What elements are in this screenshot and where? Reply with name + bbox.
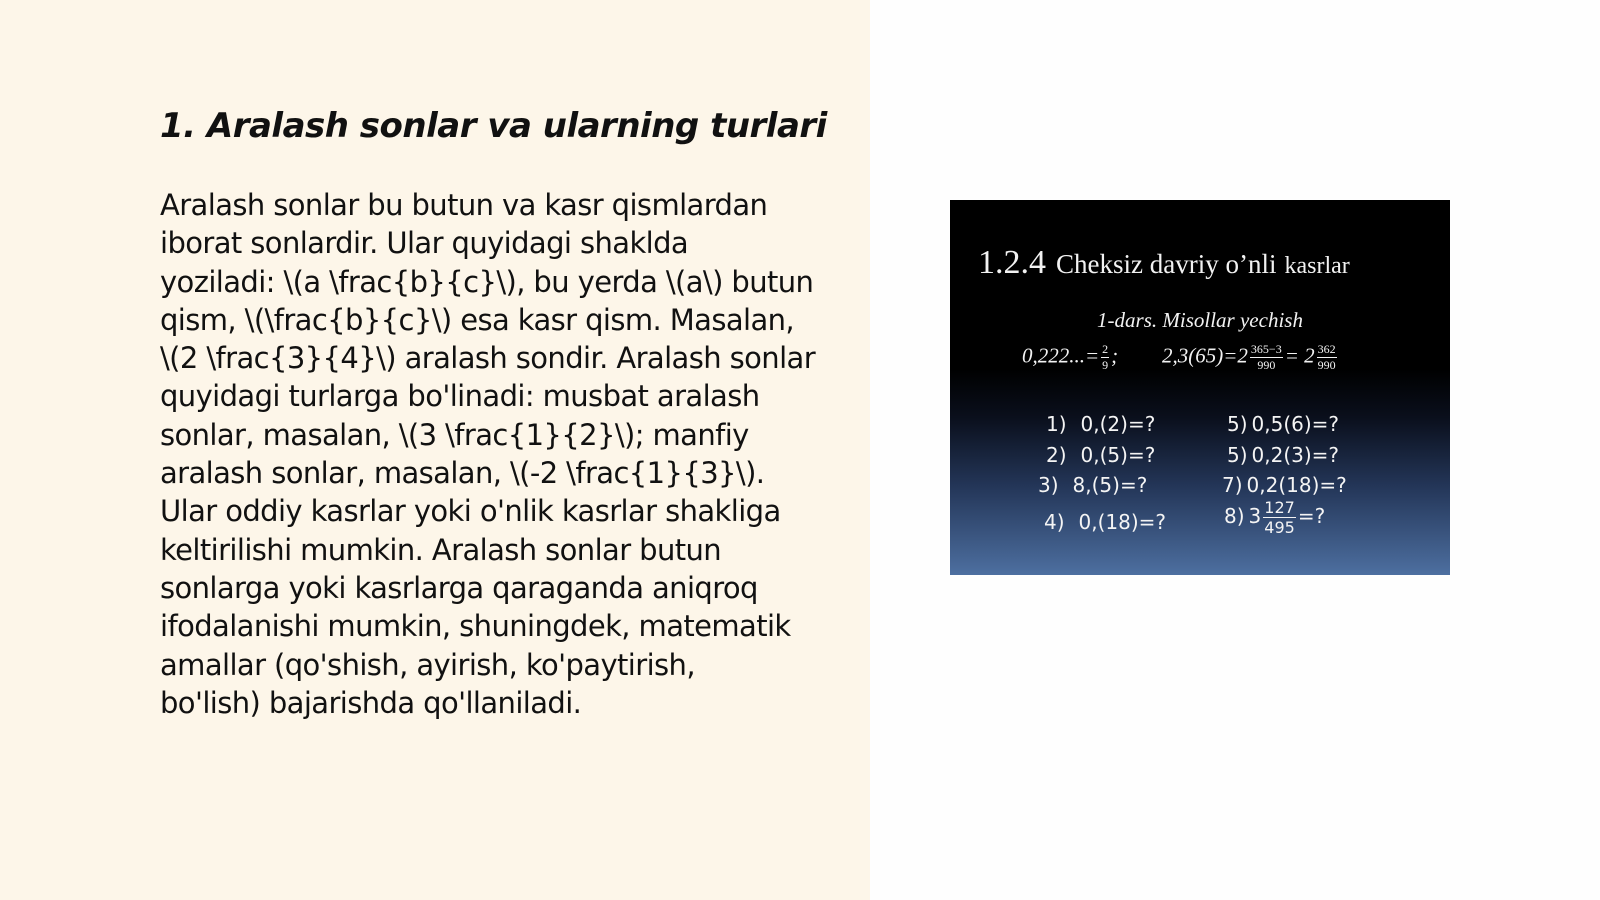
exercise-expression: 0,2(18)=? [1246,473,1347,497]
body-line: bo'lish) bajarishda qo'llaniladi. [160,685,582,720]
exercise-item [1224,498,1325,537]
image-heading [978,244,1350,282]
example-2-fraction-1 [1250,342,1283,373]
body-line: amallar (qo'shish, ayirish, ko'paytirish, [160,647,695,682]
fraction-numerator: 365−3 [1250,342,1282,356]
body-line: qism, \(\frac{b}{c}\) esa kasr qism. Masalan, [160,302,795,337]
image-heading-number: 1.2.4 [978,244,1046,281]
fraction-denominator: 495 [1264,518,1295,537]
image-heading-text: Cheksiz davriy o’nli [1056,249,1277,279]
exercise-number: 3) [1038,473,1059,497]
exercise-expression: 0,(18)=? [1078,510,1167,534]
body-line: sonlar, masalan, \(3 \frac{1}{2}\); manfiy [160,417,749,452]
exercise-number: 5) [1227,443,1248,467]
exercise-expression: 0,(5)=? [1080,443,1156,467]
body-line: Aralash sonlar bu butun va kasr qismlardan [160,188,768,222]
exercise-item [1038,473,1147,497]
body-line: aralash sonlar, masalan, \(-2 \frac{1}{3}\). [160,456,765,491]
body-line: \(2 \frac{3}{4}\) aralash sondir. Aralash sonlar [160,341,816,376]
body-line: ifodalanishi mumkin, shuningdek, matematik [160,609,791,644]
body-line: keltirilishi mumkin. Aralash sonlar butun [160,532,722,567]
exercise-number: 5) [1227,412,1248,436]
image-subtitle: 1-dars. Misollar yechish [1097,308,1303,332]
exercise-item [1044,510,1166,534]
fraction-numerator: 2 [1102,342,1109,356]
example-1-fraction [1101,342,1109,373]
fraction-numerator: 127 [1264,498,1295,517]
exercise-number: 2) [1046,443,1067,467]
body-line: sonlarga yoki kasrlarga qaraganda aniqroq [160,570,758,605]
exercise-expression: 0,5(6)=? [1251,412,1340,436]
fraction-denominator: 990 [1257,358,1276,372]
fraction-denominator: 990 [1317,358,1336,372]
exercise-end: =? [1297,504,1326,528]
body-line: yoziladi: \(a \frac{b}{c}\), bu yerda \(a\) butun [160,264,814,299]
example-2-mid: = 2 [1284,343,1315,368]
example-1-end: ; [1111,343,1119,368]
exercise-expression: 0,2(3)=? [1251,443,1340,467]
example-2 [1162,342,1339,373]
exercise-item [1227,412,1339,436]
exercise-number: 8) [1224,504,1245,528]
exercise-number: 4) [1044,510,1065,534]
exercise-item [1046,443,1155,467]
exercise-item [1227,443,1339,467]
body-paragraph [160,186,850,722]
exercise-item [1046,412,1155,436]
lesson-image [950,200,1450,575]
example-1-lhs: 0,222...= [1022,343,1100,368]
slide-title: 1. Aralash sonlar va ularning turlari [160,106,827,146]
body-line: quyidagi turlarga bo'linadi: musbat aralash [160,379,760,414]
exercise-expression: 0,(2)=? [1080,412,1156,436]
example-2-fraction-2 [1317,342,1337,373]
fraction-numerator: 362 [1317,342,1336,356]
exercise-item [1222,473,1347,497]
fraction-denominator: 9 [1102,358,1109,372]
exercise-number: 7) [1222,473,1243,497]
exercise-expression: 8,(5)=? [1072,473,1148,497]
exercise-8-fraction [1263,498,1296,537]
example-1 [1022,342,1118,373]
exercise-number: 1) [1046,412,1067,436]
body-line: iborat sonlardir. Ular quyidagi shaklda [160,226,689,261]
body-line: Ular oddiy kasrlar yoki o'nlik kasrlar shakliga [160,494,781,529]
image-heading-word: kasrlar [1284,253,1350,279]
exercise-whole: 3 [1248,504,1262,528]
example-2-lhs: 2,3(65)=2 [1162,343,1248,368]
